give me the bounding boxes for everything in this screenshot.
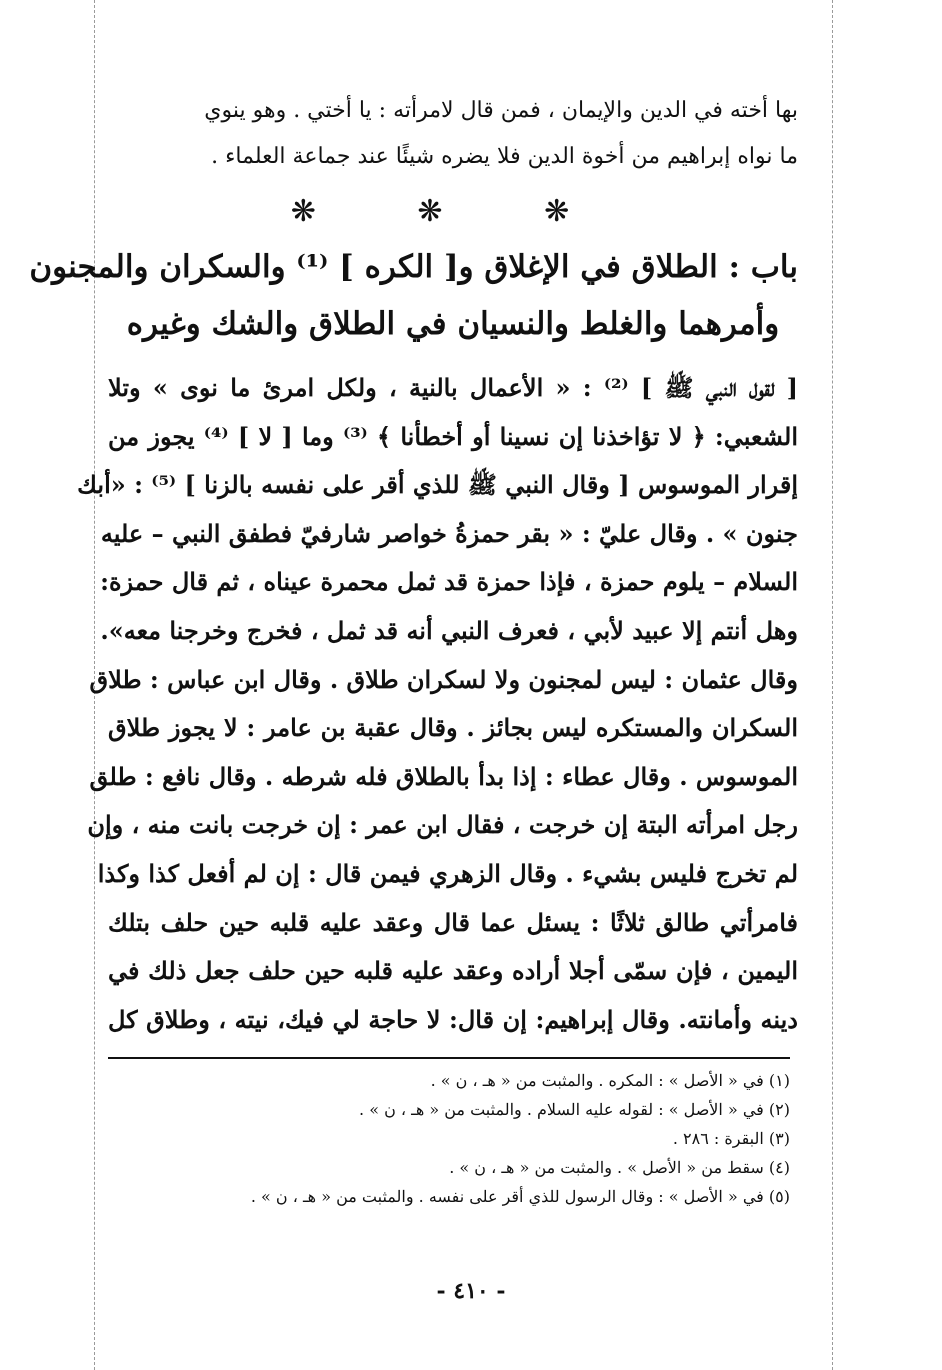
intro-paragraph xyxy=(108,88,798,180)
body-line: الشعبي: ﴿ لا تؤاخذنا إن نسينا أو أخطأنا ﴾ ⁽³⁾ وما [ لا ] ⁽⁴⁾ يجوز من xyxy=(108,421,799,451)
intro-line: ما نواه إبراهيم من أخوة الدين فلا يضره شيئًا عند جماعة العلماء . xyxy=(211,144,798,169)
intro-line: بها أخته في الدين والإيمان ، فمن قال لامرأته : يا أختي . وهو ينوي xyxy=(204,98,798,123)
chapter-heading xyxy=(29,238,798,352)
heading-line-1: باب : الطلاق في الإغلاق و[ الكره ] ⁽¹⁾ والسكران والمجنون xyxy=(29,249,798,285)
body-line: وقال عثمان : ليس لمجنون ولا لسكران طلاق . وقال ابن عباس : طلاق xyxy=(89,664,798,694)
footnotes xyxy=(108,1066,790,1211)
body-line: رجل امرأته البتة إن خرجت ، فقال ابن عمر : إن خرجت بانت منه ، وإن xyxy=(87,810,798,840)
body-line: لم تخرج فليس بشيء . وقال الزهري فيمن قال : إن لم أفعل كذا وكذا xyxy=(97,858,798,888)
body-line: إقرار الموسوس [ وقال النبي ﷺ للذي أقر على نفسه بالزنا ] ⁽⁵⁾ : «أبك xyxy=(77,470,798,500)
body-line: الموسوس . وقال عطاء : إذا بدأ بالطلاق فله شرطه . وقال نافع : طلق xyxy=(89,761,798,791)
body-line: جنون » . وقال عليّ : « بقر حمزةُ خواصر شارفيّ فطفق النبي – عليه xyxy=(100,518,798,548)
footnote-item: (٤) سقط من « الأصل » . والمثبت من « هـ ، ن » . xyxy=(449,1158,790,1177)
body-line: فامرأتي طالق ثلاثًا : يسئل عما قال وعقد عليه قلبه حين حلف بتلك xyxy=(108,907,798,937)
scan-guide-right xyxy=(832,0,833,1370)
body-line: [ لقول النبي ﷺ ] ⁽²⁾ : « الأعمال بالنية ، ولكل امرئ ما نوى » وتلا xyxy=(108,373,798,402)
footnote-item: (٣) البقرة : ٢٨٦ . xyxy=(672,1129,790,1148)
footnote-item: (٥) في « الأصل » : وقال الرسول للذي أقر على نفسه . والمثبت من « هـ ، ن » . xyxy=(250,1187,790,1206)
page-number: - ٤١٠ - xyxy=(436,1278,506,1304)
body-line: دينه وأمانته. وقال إبراهيم: إن قال: لا حاجة لي فيك، نيته ، وطلاق كل xyxy=(108,1004,798,1034)
page-content xyxy=(29,88,799,1044)
heading-line-2: وأمرهما والغلط والنسيان في الطلاق والشك وغيره xyxy=(126,306,780,342)
footnote-divider xyxy=(108,1057,790,1059)
footnote-item: (٢) في « الأصل » : لقوله عليه السلام . والمثبت من « هـ ، ن » . xyxy=(359,1100,790,1119)
body-paragraph xyxy=(77,364,799,1044)
body-line: اليمين ، فإن سمّى أجلا أراده وعقد عليه قلبه حين حلف جعل ذلك في xyxy=(108,956,798,986)
section-separator: ❋ ❋ ❋ xyxy=(290,194,616,229)
body-line: السلام – يلوم حمزة ، فإذا حمزة قد ثمل محمرة عيناه ، ثم قال حمزة: xyxy=(100,567,798,597)
body-line: وهل أنتم إلا عبيد لأبي ، فعرف النبي أنه قد ثمل ، فخرج وخرجنا معه». xyxy=(100,615,798,645)
body-line: السكران والمستكره ليس بجائز . وقال عقبة بن عامر : لا يجوز طلاق xyxy=(108,713,798,743)
footnote-item: (١) في « الأصل » : المكره . والمثبت من « هـ ، ن » . xyxy=(430,1071,790,1090)
